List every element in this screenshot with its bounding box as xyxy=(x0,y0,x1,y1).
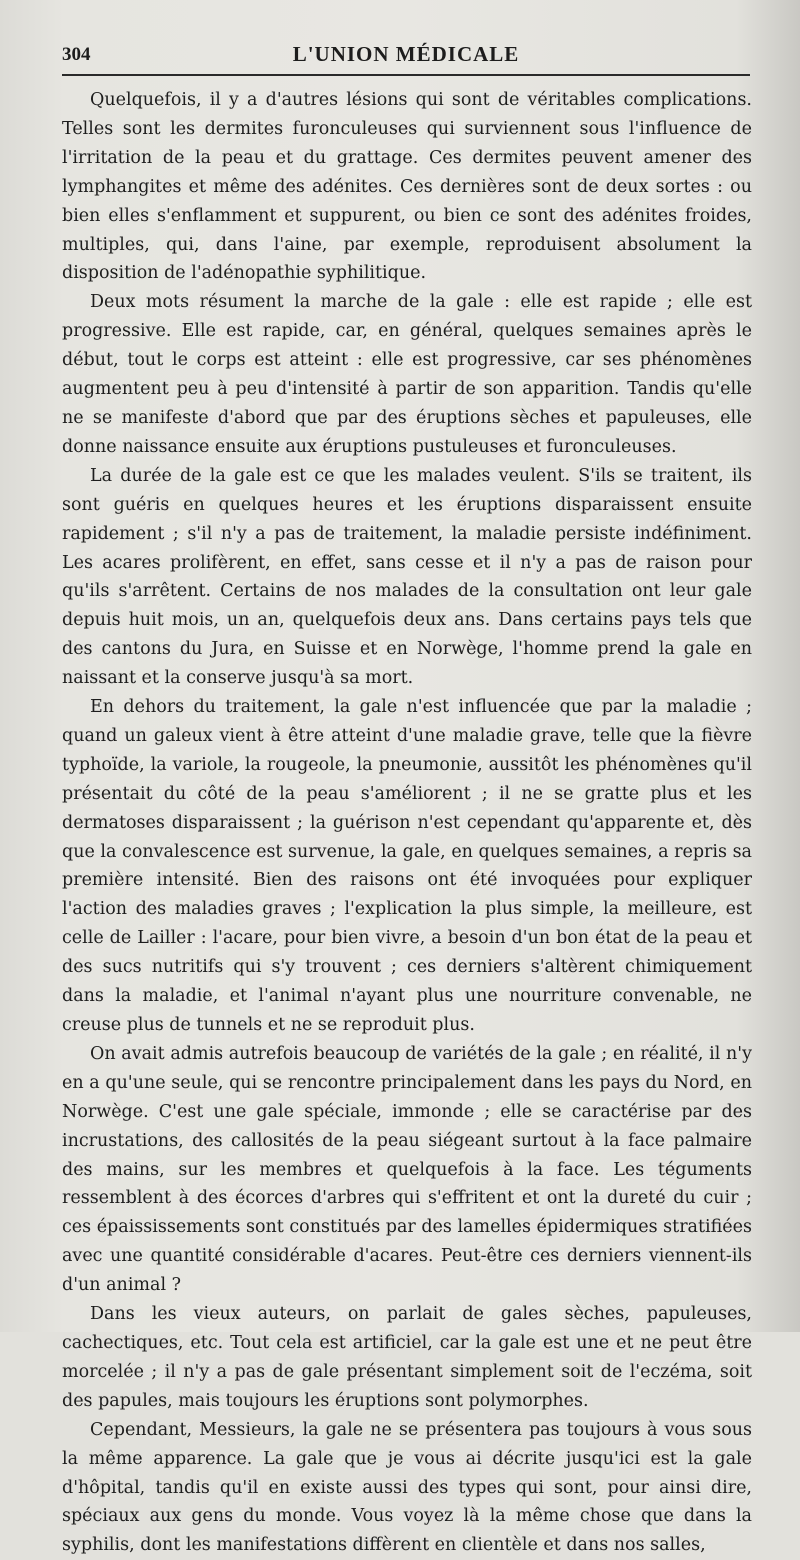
paragraph: En dehors du traitement, la gale n'est influencée que par la maladie ; quand un galeux vient à être atteint d'une maladie grave, telle que la fièvre typhoïde, la variole, la rougeole, la pneumonie, aussitôt les phénomènes qu'il présentait du côté de la peau s'améliorent ; il ne se gratte plus et les dermatoses disparaissent ; la guérison n'est cependant qu'apparente et, dès que la convalescence est survenue, la gale, en quelques semaines, a repris sa première intensité. Bien des raisons ont été invoquées pour expliquer l'action des maladies graves ; l'explication la plus simple, la meilleure, est celle de Lailler : l'acare, pour bien vivre, a besoin d'un bon état de la peau et des sucs nutritifs qui s'y trouvent ; ces derniers s'altèrent chimiquement dans la maladie, et l'animal n'ayant plus une nourriture convenable, ne creuse plus de tunnels et ne se reproduit plus. xyxy=(62,697,752,1035)
page-number: 304 xyxy=(62,44,91,65)
paragraph: Quelquefois, il y a d'autres lésions qui sont de véritables complications. Telles sont les dermites furonculeuses qui surviennent sous l'influence de l'irritation de la peau et du grattage. Ces dermites peuvent amener des lymphangites et même des adénites. Ces dernières sont de deux sortes : ou bien elles s'enflamment et suppurent, ou bien ce sont des adénites froides, multiples, qui, dans l'aine, par exemple, reproduisent absolument la disposition de l'adénopathie syphilitique. xyxy=(62,90,752,284)
paragraph: Deux mots résument la marche de la gale : elle est rapide ; elle est progressive. Elle est rapide, car, en général, quelques semaines après le début, tout le corps est atteint : elle est progressive, car ses phénomènes augmentent peu à peu d'intensité à partir de son apparition. Tandis qu'elle ne se manifeste d'abord que par des éruptions sèches et papuleuses, elle donne naissance ensuite aux éruptions pustuleuses et furonculeuses. xyxy=(62,292,752,457)
page-header xyxy=(62,40,750,70)
paragraph: On avait admis autrefois beaucoup de variétés de la gale ; en réalité, il n'y en a qu'une seule, qui se rencontre principalement dans les pays du Nord, en Norwège. C'est une gale spéciale, immonde ; elle se caractérise par des incrustations, des callosités de la peau siégeant surtout à la face palmaire des mains, sur les membres et quelquefois à la face. Les téguments ressemblent à des écorces d'arbres qui s'effritent et ont la dureté du cuir ; ces épaississements sont constitués par des lamelles épidermiques stratifiées avec une quantité considérable d'acares. Peut-être ces derniers viennent-ils d'un animal ? xyxy=(62,1043,752,1296)
header-rule xyxy=(62,74,750,76)
paragraph: La durée de la gale est ce que les malades veulent. S'ils se traitent, ils sont guéris en quelques heures et les éruptions disparaissent ensuite rapidement ; s'il n'y a pas de traitement, la maladie persiste indéfiniment. Les acares prolifèrent, en effet, sans cesse et il n'y a pas de raison pour qu'ils s'arrêtent. Certains de nos malades de la consultation ont leur gale depuis huit mois, un an, quelquefois deux ans. Dans certains pays tels que des cantons du Jura, en Suisse et en Norwège, l'homme prend la gale en naissant et la conserve jusqu'à sa mort. xyxy=(62,465,752,689)
running-title: L'UNION MÉDICALE xyxy=(292,42,520,66)
body-text xyxy=(62,86,752,1560)
paragraph: Cependant, Messieurs, la gale ne se présentera pas toujours à vous sous la même apparence. La gale que je vous ai décrite jusqu'ici est la gale d'hôpital, tandis qu'il en existe aussi des types qui sont, pour ainsi dire, spéciaux aux gens du monde. Vous voyez là la même chose que dans la syphilis, dont les manifestations diffèrent en clientèle et dans nos salles, xyxy=(62,1419,752,1556)
paragraph: Dans les vieux auteurs, on parlait de gales sèches, papuleuses, cachectiques, etc. Tout cela est artificiel, car la gale est une et ne peut être morcelée ; il n'y a pas de gale présentant simplement soit de l'eczéma, soit des papules, mais toujours les éruptions sont polymorphes. xyxy=(62,1304,752,1411)
